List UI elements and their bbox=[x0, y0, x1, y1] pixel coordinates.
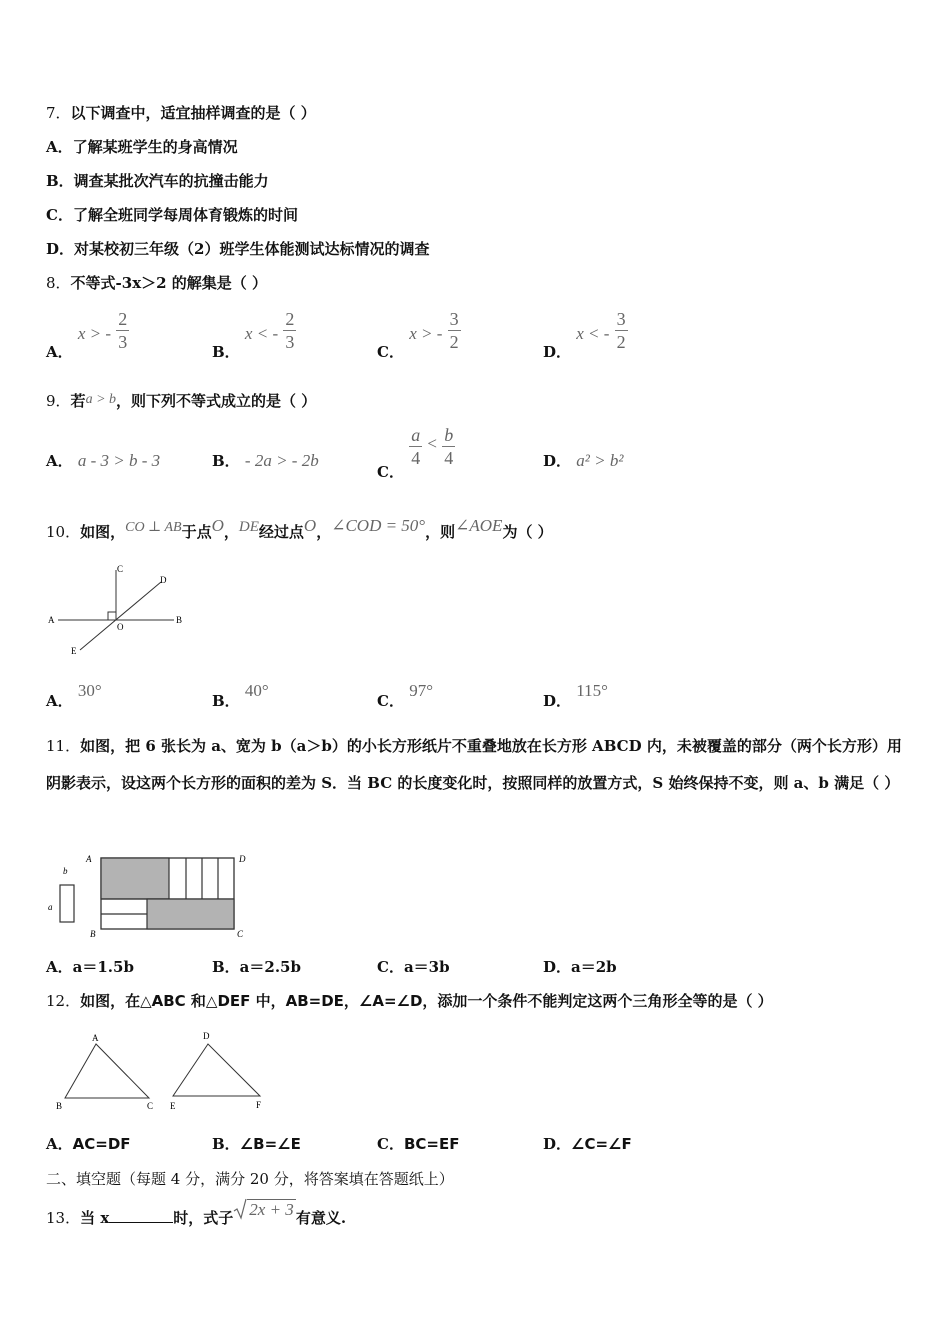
text: ， bbox=[223, 523, 239, 541]
q12-stem bbox=[46, 990, 773, 1011]
q13-stem bbox=[46, 1200, 347, 1228]
q12-number: 12． bbox=[46, 992, 81, 1010]
label-o: O bbox=[117, 622, 124, 632]
q11-figure bbox=[46, 852, 266, 942]
label-b: B bbox=[56, 1101, 63, 1111]
fraction bbox=[615, 308, 628, 353]
label-f: F bbox=[256, 1100, 262, 1110]
q12-option-b[interactable] bbox=[212, 1133, 301, 1154]
denominator: 2 bbox=[616, 332, 626, 352]
q9-option-d[interactable] bbox=[543, 450, 623, 471]
q9-option-c[interactable] bbox=[377, 424, 455, 481]
q11-option-a[interactable]: A．a＝1.5b bbox=[46, 958, 134, 976]
math-de: DE bbox=[238, 519, 259, 535]
label-a: A bbox=[86, 854, 92, 864]
label-d: D bbox=[203, 1031, 210, 1041]
right-angle-mark bbox=[108, 612, 116, 620]
fraction-a-over-4 bbox=[409, 424, 422, 469]
option-label: A． bbox=[46, 1135, 73, 1153]
q7-option-a[interactable]: A．了解某班学生的身高情况 bbox=[46, 138, 238, 156]
text: 经过点 bbox=[258, 523, 304, 541]
section-heading: 二、填空题（每题 4 分，满分 20 分，将答案填在答题纸上） bbox=[46, 1170, 454, 1188]
sqrt-expression bbox=[233, 1198, 296, 1220]
q13-number: 13． bbox=[46, 1209, 81, 1227]
math-point-o: O bbox=[303, 516, 317, 535]
q11-option-b[interactable]: B．a＝2.5b bbox=[212, 958, 301, 976]
q11-number: 11． bbox=[46, 737, 81, 755]
text: ， bbox=[316, 523, 332, 541]
option-label: D． bbox=[543, 1135, 572, 1153]
math-lhs: x > - bbox=[77, 323, 112, 343]
q10-figure bbox=[46, 560, 196, 660]
option-text: AC=DF bbox=[72, 1135, 131, 1153]
option-label: B． bbox=[212, 1135, 240, 1153]
answer-blank[interactable] bbox=[109, 1208, 173, 1223]
denominator: 4 bbox=[411, 448, 421, 468]
math-lhs: x < - bbox=[244, 323, 279, 343]
q8-option-c[interactable] bbox=[377, 308, 461, 361]
numerator: 3 bbox=[449, 309, 459, 329]
q12-option-a[interactable] bbox=[46, 1133, 131, 1154]
label-b: B bbox=[90, 929, 96, 939]
q12-option-d[interactable] bbox=[543, 1133, 632, 1154]
math-point-o: O bbox=[211, 516, 224, 535]
label-small-b: b bbox=[63, 866, 68, 876]
q10-number: 10． bbox=[46, 523, 81, 541]
line-de bbox=[80, 582, 161, 650]
q9-text-pre: 若 bbox=[70, 392, 86, 410]
q11-stem bbox=[46, 728, 906, 802]
label-e: E bbox=[71, 646, 77, 656]
numerator: 3 bbox=[616, 309, 626, 329]
q7-option-d[interactable]: D．对某校初三年级（2）班学生体能测试达标情况的调查 bbox=[46, 240, 430, 258]
label-c: C bbox=[237, 929, 244, 939]
q7-option-c[interactable]: C．了解全班同学每周体育锻炼的时间 bbox=[46, 206, 298, 224]
q7-option-b[interactable]: B．调查某批次汽车的抗撞击能力 bbox=[46, 172, 269, 190]
q13-text-2: 时，式子 bbox=[173, 1209, 234, 1227]
option-label: B． bbox=[212, 692, 240, 710]
q10-option-b[interactable] bbox=[212, 680, 269, 710]
label-e: E bbox=[170, 1101, 176, 1111]
q8-option-d[interactable] bbox=[543, 308, 628, 361]
math-lhs: x > - bbox=[409, 323, 443, 343]
triangle-abc bbox=[65, 1044, 149, 1098]
math-angle-aoe: ∠AOE bbox=[455, 516, 503, 535]
q7-stem bbox=[46, 102, 316, 123]
q8-number: 8． bbox=[46, 274, 71, 292]
option-text: ∠C=∠F bbox=[571, 1135, 632, 1153]
q10-option-c[interactable] bbox=[377, 680, 433, 710]
denominator: 4 bbox=[444, 448, 454, 468]
label-a: A bbox=[48, 615, 55, 625]
q10-stem bbox=[46, 516, 553, 542]
numerator: b bbox=[444, 425, 454, 445]
radical-sign-icon bbox=[233, 1198, 247, 1220]
q12-figure bbox=[46, 1030, 276, 1115]
small-rectangle bbox=[60, 885, 74, 922]
option-label: C． bbox=[377, 1135, 404, 1153]
denominator: 3 bbox=[285, 332, 295, 352]
option-label: B． bbox=[212, 342, 240, 361]
text: 于点 bbox=[181, 523, 212, 541]
q10-option-a[interactable] bbox=[46, 680, 102, 710]
option-label: D． bbox=[543, 342, 572, 361]
option-text: ∠B=∠E bbox=[239, 1135, 301, 1153]
math-expression: - 2a > - 2b bbox=[244, 451, 319, 470]
q9-number: 9． bbox=[46, 392, 71, 410]
option-label: B． bbox=[212, 452, 240, 470]
radicand: 2x + 3 bbox=[249, 1200, 294, 1219]
numerator: 2 bbox=[118, 309, 128, 329]
option-label: C． bbox=[377, 342, 404, 361]
option-text: BC=EF bbox=[403, 1135, 460, 1153]
fraction-b-over-4 bbox=[442, 424, 455, 469]
q8-option-a[interactable] bbox=[46, 308, 129, 361]
q11-text: 如图，把 6 张长为 a、宽为 b（a＞b）的小长方形纸片不重叠地放在长方形 ABCD 内，未被覆盖的部分（两个长方形）用阴影表示，设这两个长方形的面积的差为 S．当 BC 的长度变化时，按照同样的放置方式，S 始终保持不变，则 a、b 满足（ ） bbox=[46, 737, 902, 792]
option-label: C． bbox=[377, 462, 404, 481]
q11-option-d[interactable]: D．a＝2b bbox=[543, 958, 617, 976]
text: 如图， bbox=[80, 523, 126, 541]
option-label: D． bbox=[543, 452, 572, 470]
fraction bbox=[448, 308, 461, 353]
math-angle-cod: ∠COD = 50° bbox=[331, 516, 426, 535]
numerator: a bbox=[411, 425, 421, 445]
q7-text: 以下调查中，适宜抽样调查的是（ ） bbox=[70, 104, 316, 122]
math-value: 30° bbox=[77, 681, 102, 700]
q9-text-post: ，则下列不等式成立的是（ ） bbox=[116, 392, 317, 410]
q10-option-d[interactable] bbox=[543, 680, 608, 710]
shaded-rect-bottom bbox=[147, 899, 234, 929]
q11-option-c[interactable]: C．a＝3b bbox=[377, 958, 450, 976]
q7-number: 7． bbox=[46, 104, 71, 122]
label-c: C bbox=[147, 1101, 154, 1111]
q8-option-b[interactable] bbox=[212, 308, 296, 361]
option-label: D． bbox=[543, 692, 572, 710]
math-value: 40° bbox=[244, 681, 269, 700]
option-label: A． bbox=[46, 692, 73, 710]
option-label: C． bbox=[377, 692, 404, 710]
q13-text-1: 当 x bbox=[80, 1209, 110, 1227]
label-d: D bbox=[160, 575, 167, 585]
fraction bbox=[116, 308, 129, 353]
text: 为（ ） bbox=[502, 523, 553, 541]
math-perp: CO ⊥ AB bbox=[125, 520, 182, 535]
q8-stem bbox=[46, 272, 267, 293]
label-d: D bbox=[239, 854, 246, 864]
label-small-a: a bbox=[48, 902, 53, 912]
math-expression: a - 3 > b - 3 bbox=[77, 451, 161, 470]
numerator: 2 bbox=[285, 309, 295, 329]
fraction bbox=[283, 308, 296, 353]
q8-text: 不等式-3x＞2 的解集是（ ） bbox=[70, 274, 268, 292]
relation: < bbox=[427, 433, 438, 453]
q9-stem bbox=[46, 390, 316, 411]
option-label: A． bbox=[46, 342, 73, 361]
q12-text: 如图，在△ABC 和△DEF 中，AB=DE，∠A=∠D，添加一个条件不能判定这两个三角形全等的是（ ） bbox=[80, 992, 773, 1010]
option-label: A． bbox=[46, 452, 73, 470]
triangle-def bbox=[173, 1044, 260, 1096]
q9-condition: a > b bbox=[85, 392, 117, 407]
q9-option-b[interactable] bbox=[212, 450, 319, 471]
q13-text-3: 有意义. bbox=[295, 1209, 347, 1227]
denominator: 3 bbox=[118, 332, 128, 352]
math-value: 97° bbox=[409, 681, 433, 700]
q9-option-a[interactable] bbox=[46, 450, 160, 471]
label-c: C bbox=[117, 564, 124, 574]
math-expression: a² > b² bbox=[576, 451, 624, 470]
text: ，则 bbox=[425, 523, 456, 541]
label-b: B bbox=[176, 615, 183, 625]
math-value: 115° bbox=[576, 681, 608, 700]
shaded-rect-top bbox=[101, 858, 169, 899]
denominator: 2 bbox=[449, 332, 459, 352]
label-a: A bbox=[92, 1033, 99, 1043]
q12-option-c[interactable] bbox=[377, 1133, 459, 1154]
math-lhs: x < - bbox=[576, 323, 610, 343]
